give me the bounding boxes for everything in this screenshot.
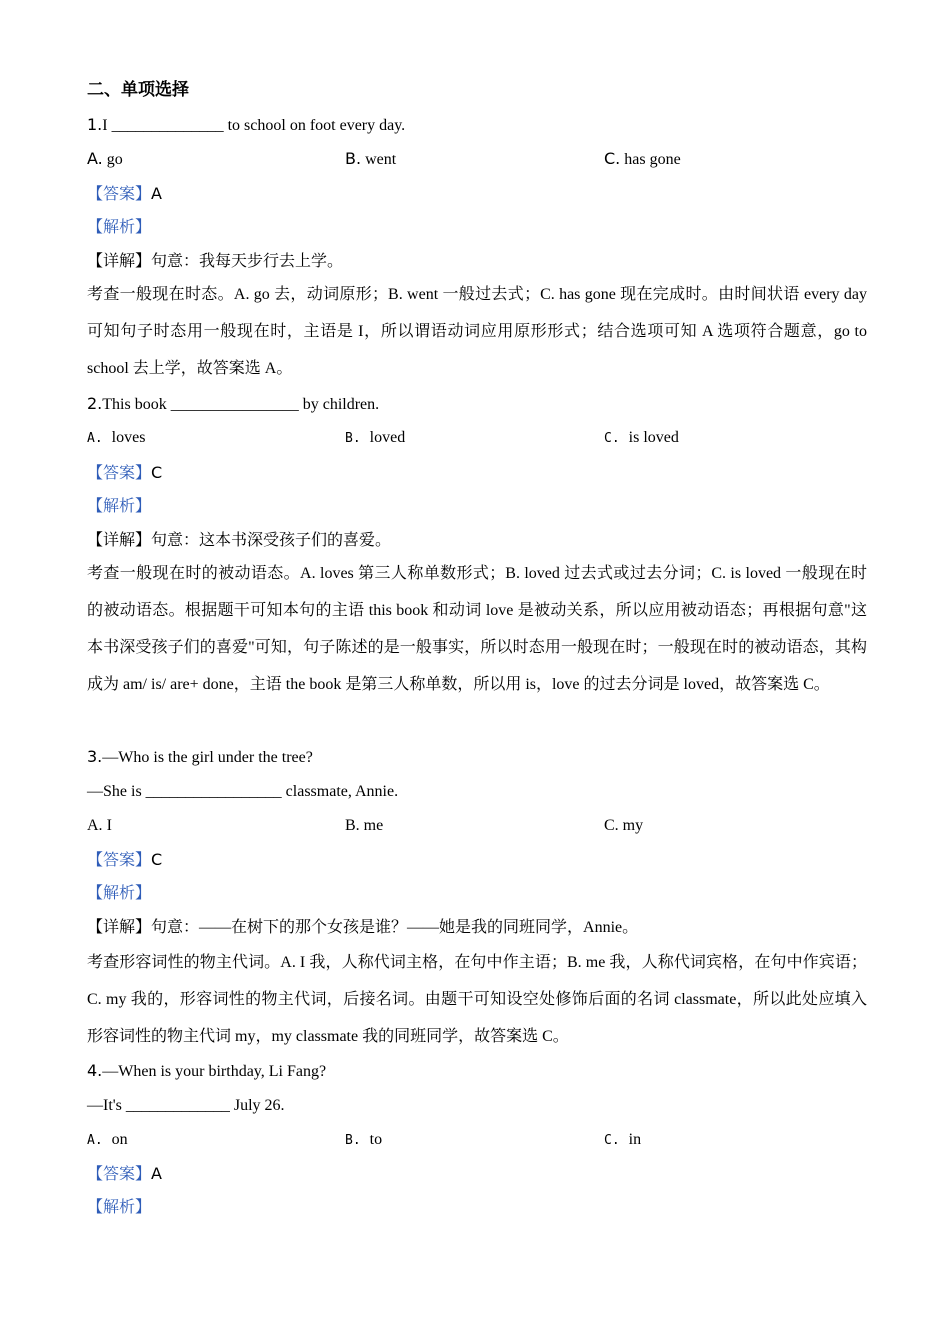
answer-label: 【答案】 xyxy=(87,465,152,482)
question-2-detail xyxy=(87,531,391,551)
question-4-option-c: C. in xyxy=(604,1131,642,1148)
question-4-analysis-label: 【解析】 xyxy=(87,1199,152,1216)
detail-label: 【详解】 xyxy=(87,532,152,549)
question-2-number: 2. xyxy=(87,394,103,413)
section-title: 二、单项选择 xyxy=(87,80,189,100)
detail-label: 【详解】 xyxy=(87,919,152,936)
answer-value: C xyxy=(151,463,163,482)
question-4-stem-reply: —It's _____________ July 26. xyxy=(87,1097,285,1114)
question-1-answer xyxy=(87,184,162,205)
question-4-answer xyxy=(87,1164,162,1185)
question-3-analysis-label: 【解析】 xyxy=(87,885,152,902)
question-3-option-a: A. I xyxy=(87,817,112,834)
question-1-text: I ______________ to school on foot every day. xyxy=(102,117,406,134)
question-3-stem xyxy=(87,747,313,768)
question-3-option-b: B. me xyxy=(345,817,384,834)
question-3-text: —Who is the girl under the tree? xyxy=(102,749,313,766)
question-4-text: —When is your birthday, Li Fang? xyxy=(102,1063,327,1080)
answer-value: C xyxy=(151,850,163,869)
answer-label: 【答案】 xyxy=(87,186,152,203)
question-1-stem xyxy=(87,115,405,136)
question-4-option-b: B. to xyxy=(345,1131,383,1148)
question-2-explanation: 考查一般现在时的被动语态。A. loves 第三人称单数形式；B. loved 过去式或过去分词；C. is loved 一般现在时的被动语态。根据题干可知本句的主语 this book 和动词 love 是被动关系，所以应用被动语态；再根据句意"这本书深受孩子们的喜爱"可知，句子陈述的是一般事实，所以时态用一般现在时；一般现在时的被动语态，其构成为 am/ is/ are+ done，主语 the book 是第三人称单数，所以用 is，love 的过去分词是 loved，故答案选 C。 xyxy=(87,565,867,693)
question-3-answer xyxy=(87,850,162,871)
detail-meaning: 句意：这本书深受孩子们的喜爱。 xyxy=(151,532,392,549)
question-1-analysis-label: 【解析】 xyxy=(87,219,152,236)
question-2-text: This book ________________ by children. xyxy=(102,396,380,413)
question-1-number: 1. xyxy=(87,115,103,134)
question-4-stem xyxy=(87,1061,326,1082)
question-4-number: 4. xyxy=(87,1061,103,1080)
question-1-option-b: B. went xyxy=(345,149,397,168)
question-2-option-c: C. is loved xyxy=(604,429,679,446)
answer-label: 【答案】 xyxy=(87,852,152,869)
question-1-option-c: C. has gone xyxy=(604,149,681,168)
question-2-stem xyxy=(87,394,379,415)
question-3-explanation: 考查形容词性的物主代词。A. I 我，人称代词主格，在句中作主语；B. me 我，人称代词宾格，在句中作宾语；C. my 我的，形容词性的物主代词，后接名词。由题干可知设空处修饰后面的名词 classmate，所以此处应填入形容词性的物主代词 my，my classmate 我的同班同学，故答案选 C。 xyxy=(87,954,867,1045)
question-1-detail xyxy=(87,252,343,272)
question-4-option-a: A. on xyxy=(87,1131,128,1148)
question-3-detail xyxy=(87,918,638,938)
question-1-option-a: A. go xyxy=(87,149,123,168)
question-2-option-a: A. loves xyxy=(87,429,146,446)
answer-value: A xyxy=(151,184,162,203)
detail-meaning: 句意：我每天步行去上学。 xyxy=(151,253,344,270)
question-2-option-b: B. loved xyxy=(345,429,406,446)
detail-label: 【详解】 xyxy=(87,253,152,270)
answer-value: A xyxy=(151,1164,162,1183)
answer-label: 【答案】 xyxy=(87,1166,152,1183)
detail-meaning: 句意：——在树下的那个女孩是谁？——她是我的同班同学，Annie。 xyxy=(151,919,639,936)
question-3-stem-reply: —She is _________________ classmate, Annie. xyxy=(87,783,399,800)
question-3-option-c: C. my xyxy=(604,817,644,834)
question-3-number: 3. xyxy=(87,747,103,766)
question-1-explanation: 考查一般现在时态。A. go 去，动词原形；B. went 一般过去式；C. has gone 现在完成时。由时间状语 every day 可知句子时态用一般现在时，主语是 I，所以谓语动词应用原形形式；结合选项可知 A 选项符合题意，go to school 去上学，故答案选 A。 xyxy=(87,286,867,377)
question-2-analysis-label: 【解析】 xyxy=(87,498,152,515)
question-2-answer xyxy=(87,463,162,484)
